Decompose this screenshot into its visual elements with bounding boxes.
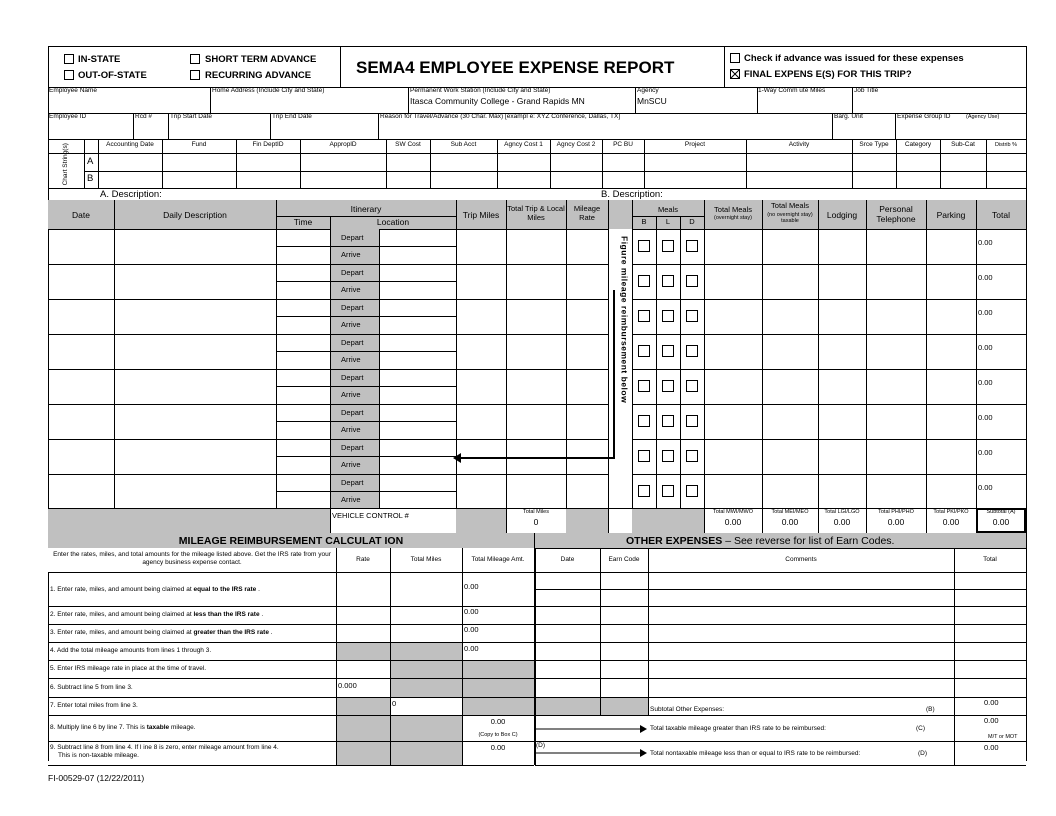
- col-meals-b: B: [641, 217, 647, 226]
- meal-dinner-checkbox[interactable]: [686, 415, 698, 427]
- mileage-intro: Enter the rates, miles, and total amounts for the mileage listed above. Get the IRS rate from your agency business expense contact.: [53, 551, 331, 566]
- col-total-meals-overnight: Total Meals: [714, 205, 752, 214]
- meal-breakfast-checkbox[interactable]: [638, 485, 650, 497]
- footer-total-value: 0.00: [942, 517, 960, 527]
- advance-issued-checkbox[interactable]: [730, 53, 740, 63]
- col-total: Total: [992, 210, 1010, 220]
- col-total-meals-overnight-sub: (overnight stay): [714, 215, 752, 221]
- col-itinerary: Itinerary: [350, 204, 382, 214]
- mileage-val-4: 0.00: [464, 644, 479, 653]
- meal-breakfast-checkbox[interactable]: [638, 275, 650, 287]
- expense-group-label: Expense Group ID: [897, 113, 951, 120]
- final-expense-label: FINAL EXPENS E(S) FOR THIS TRIP?: [744, 69, 912, 80]
- meal-breakfast-checkbox[interactable]: [638, 310, 650, 322]
- meal-dinner-checkbox[interactable]: [686, 485, 698, 497]
- copy-to-box-c: (Copy to Box C): [478, 732, 518, 738]
- mileage-line-6: 6. Subtract line 5 from line 3.: [50, 684, 133, 691]
- col-date: Date: [72, 210, 90, 220]
- col-mileage-rate: Mileage Rate: [573, 204, 601, 222]
- meal-lunch-checkbox[interactable]: [662, 275, 674, 287]
- footer-total-label: Total PHI/PHO: [878, 509, 914, 515]
- col-total-mileage-amt: Total Mileage Amt.: [471, 556, 525, 563]
- row-total: 0.00: [978, 448, 993, 457]
- col-location: Location: [376, 217, 410, 227]
- col-appropid: ApproplD: [329, 141, 357, 148]
- mileage-line-7: 7. Enter total miles from line 3.: [50, 702, 138, 709]
- col-activity: Activity: [788, 141, 810, 148]
- arrive-label: Arrive: [341, 285, 361, 294]
- col-date: Date: [560, 556, 575, 563]
- col-distrib: Distrib %: [994, 142, 1017, 148]
- col-sub-cat: Sub-Cat: [951, 141, 975, 148]
- row-total: 0.00: [978, 308, 993, 317]
- other-expenses-title: OTHER EXPENSES – See reverse for list of Earn Codes.: [626, 535, 895, 547]
- meal-lunch-checkbox[interactable]: [662, 310, 674, 322]
- chart-strings-side-label: Chart String(s): [61, 143, 69, 186]
- meal-dinner-checkbox[interactable]: [686, 240, 698, 252]
- mileage-val-9: 0.00: [490, 743, 506, 752]
- mileage-title: MILEAGE REIMBURSEMENT CALCULAT ION: [178, 535, 404, 547]
- mt-label: M/T or MOT: [988, 734, 1018, 740]
- col-parking: Parking: [936, 210, 966, 220]
- col-meals: Meals: [657, 205, 678, 214]
- perm-station-label: Permanent Work Station (Include City and State): [410, 87, 551, 94]
- col-trip-miles: Trip Miles: [462, 210, 500, 220]
- nontaxable-mileage-label: Total nontaxable mileage less than or equal to IRS rate to be reimbursed:: [650, 750, 861, 757]
- footer-total-label: Subtotal (A): [986, 509, 1016, 515]
- subtotal-a-box: [976, 508, 1026, 533]
- meal-breakfast-checkbox[interactable]: [638, 450, 650, 462]
- arrive-label: Arrive: [341, 425, 361, 434]
- col-time: Time: [293, 217, 313, 227]
- description-a-label: A. Description:: [100, 189, 162, 200]
- row-total: 0.00: [978, 343, 993, 352]
- mileage-line-4: 4. Add the total mileage amounts from lines 1 through 3.: [50, 647, 212, 654]
- col-total-miles: Total Miles: [410, 556, 442, 563]
- mileage-val-7: 0: [392, 699, 397, 708]
- meal-lunch-checkbox[interactable]: [662, 345, 674, 357]
- page-title: SEMA4 EMPLOYEE EXPENSE REPORT: [356, 58, 675, 77]
- row-total: 0.00: [978, 378, 993, 387]
- taxable-mileage-code: (C): [916, 725, 926, 732]
- col-lodging: Lodging: [826, 210, 858, 220]
- mileage-val-2[interactable]: 0.00: [464, 607, 479, 616]
- col-accounting-date: Accounting Date: [106, 141, 154, 148]
- col-project: Project: [684, 141, 706, 148]
- out-of-state-checkbox[interactable]: [64, 70, 74, 80]
- mileage-line-8: 8. Multiply line 6 by line 7. This is taxable mileage.: [50, 724, 196, 731]
- subtotal-other-code: (B): [926, 706, 935, 713]
- advance-issued-label: Check if advance was issued for these expenses: [744, 53, 964, 64]
- description-b-label: B. Description:: [601, 189, 663, 200]
- meal-dinner-checkbox[interactable]: [686, 345, 698, 357]
- reason-label: Reason for Travel/Advance (30 Char. Max) [exampl e: XYZ Conference, Dallas, TX]: [380, 113, 621, 120]
- mileage-line-2: 2. Enter rate, miles, and amount being claimed at less than the IRS rate .: [50, 611, 264, 618]
- footer-total-label: Total LGI/LGO: [824, 509, 860, 515]
- depart-label: Depart: [341, 338, 364, 347]
- col-personal-telephone: Personal Telephone: [876, 204, 916, 224]
- checkmark-x-icon: [731, 70, 739, 78]
- col-total-trip-local: Total Trip & Local Miles: [507, 204, 565, 222]
- arrive-label: Arrive: [341, 390, 361, 399]
- mileage-line-9b: This is non-taxable mileage.: [58, 752, 139, 759]
- mileage-line-3: 3. Enter rate, miles, and amount being claimed at greater than the IRS rate .: [50, 629, 273, 636]
- mileage-val-3[interactable]: 0.00: [464, 625, 479, 634]
- mileage-arrow-icon: [450, 290, 620, 470]
- meal-lunch-checkbox[interactable]: [662, 485, 674, 497]
- mileage-note-vertical: Figure mileage reimbursement below: [619, 236, 630, 404]
- depart-label: Depart: [341, 478, 364, 487]
- meal-lunch-checkbox[interactable]: [662, 240, 674, 252]
- meal-breakfast-checkbox[interactable]: [638, 380, 650, 392]
- trip-end-label: Trip End Date: [272, 113, 312, 120]
- col-sub-acct: Sub Acct: [450, 141, 477, 148]
- col-comments: Comments: [785, 556, 817, 563]
- arrow-right-icon: [536, 748, 648, 758]
- nontaxable-mileage-value: 0.00: [984, 743, 999, 752]
- employee-id-label: Employee ID: [49, 113, 87, 120]
- col-total: Total: [983, 556, 997, 563]
- col-total-meals-noovernight: Total Meals: [771, 201, 809, 210]
- col-agncy-cost-1: Agncy Cost 1: [504, 141, 543, 148]
- arrive-label: Arrive: [341, 355, 361, 364]
- taxable-mileage-label: Total taxable mileage greater than IRS rate to be reimbursed:: [650, 725, 826, 732]
- mileage-val-8: 0.00: [490, 717, 506, 726]
- mileage-line-9: 9. Subtract line 8 from line 4. If l ine 8 is zero, enter mileage amount from line 4.: [50, 744, 279, 751]
- meal-lunch-checkbox[interactable]: [662, 450, 674, 462]
- perm-station-value[interactable]: Itasca Community College - Grand Rapids MN: [410, 96, 585, 106]
- employee-name-label: Employee Name: [49, 87, 98, 94]
- vehicle-control-label: VEHICLE CONTROL #: [332, 511, 409, 520]
- subtotal-other-value: 0.00: [984, 698, 999, 707]
- col-category: Category: [904, 141, 932, 148]
- taxable-mileage-value: 0.00: [984, 716, 999, 725]
- col-fin-deptid: Fin DeptID: [252, 141, 284, 148]
- agency-label: Agency: [637, 87, 659, 94]
- row-total: 0.00: [978, 413, 993, 422]
- row-total: 0.00: [978, 483, 993, 492]
- col-fund: Fund: [191, 141, 207, 148]
- home-address-label: Home Address (Include City and State): [212, 87, 325, 94]
- short-term-advance-checkbox[interactable]: [190, 54, 200, 64]
- agency-use-label: (Agency Use): [966, 114, 1000, 120]
- mileage-val-1[interactable]: 0.00: [464, 582, 479, 591]
- meal-breakfast-checkbox[interactable]: [638, 415, 650, 427]
- trip-start-label: Trip Start Date: [170, 113, 213, 120]
- recurring-advance-label: RECURRING ADVANCE: [205, 70, 312, 81]
- arrive-label: Arrive: [341, 495, 361, 504]
- arrive-label: Arrive: [341, 250, 361, 259]
- recurring-advance-checkbox[interactable]: [190, 70, 200, 80]
- in-state-checkbox[interactable]: [64, 54, 74, 64]
- depart-label: Depart: [341, 268, 364, 277]
- short-term-advance-label: SHORT TERM ADVANCE: [205, 54, 317, 65]
- total-miles-value: 0: [533, 517, 539, 527]
- meal-breakfast-checkbox[interactable]: [638, 240, 650, 252]
- arrow-right-icon: [536, 724, 648, 734]
- footer-total-value: 0.00: [833, 517, 851, 527]
- subtotal-other-label: Subtotal Other Expenses:: [650, 706, 725, 713]
- meal-lunch-checkbox[interactable]: [662, 380, 674, 392]
- depart-label: Depart: [341, 443, 364, 452]
- col-meals-d: D: [689, 217, 695, 226]
- footer-total-value: 0.00: [724, 517, 742, 527]
- meal-dinner-checkbox[interactable]: [686, 380, 698, 392]
- col-rate: Rate: [356, 556, 370, 563]
- mileage-line-1: 1. Enter rate, miles, and amount being claimed at equal to the IRS rate .: [50, 586, 260, 593]
- col-meals-l: L: [665, 217, 671, 226]
- meal-dinner-checkbox[interactable]: [686, 275, 698, 287]
- depart-label: Depart: [341, 233, 364, 242]
- meal-breakfast-checkbox[interactable]: [638, 345, 650, 357]
- arrive-label: Arrive: [341, 320, 361, 329]
- meal-dinner-checkbox[interactable]: [686, 450, 698, 462]
- form-id: FI-00529-07 (12/22/2011): [48, 773, 145, 783]
- footer-total-value: 0.00: [992, 517, 1010, 527]
- meal-dinner-checkbox[interactable]: [686, 310, 698, 322]
- footer-total-value: 0.00: [887, 517, 905, 527]
- mileage-line-5: 5. Enter IRS mileage rate in place at the time of travel.: [50, 665, 207, 672]
- row-total: 0.00: [978, 273, 993, 282]
- commute-miles-label: 1-Way Comm ute Miles: [758, 87, 826, 94]
- footer-total-value: 0.00: [781, 517, 799, 527]
- final-expense-checkbox[interactable]: [730, 69, 740, 79]
- mileage-val-6: 0.000: [338, 681, 357, 690]
- col-daily-description: Daily Description: [163, 210, 227, 220]
- total-miles-label: Total Miles: [523, 509, 549, 515]
- barg-unit-label: Barg. Unit: [834, 113, 863, 120]
- col-total-meals-noovernight-sub: (no overnight stay) taxable: [767, 212, 813, 225]
- col-agncy-cost-2: Agncy Cost 2: [556, 141, 596, 148]
- col-srce-type: Srce Type: [859, 141, 889, 148]
- chart-row-a-label: A: [87, 156, 94, 167]
- job-title-label: Job Title: [854, 87, 879, 94]
- row-total: 0.00: [978, 238, 993, 247]
- depart-label: Depart: [341, 303, 364, 312]
- col-pc-bu: PC BU: [613, 141, 633, 148]
- col-sw-cost: SW Cost: [395, 141, 421, 148]
- agency-value[interactable]: MnSCU: [637, 96, 667, 106]
- depart-label: Depart: [341, 408, 364, 417]
- footer-total-label: Total MWI/MWO: [712, 509, 754, 515]
- footer-total-label: Total MEI/MEO: [771, 509, 809, 515]
- col-earn-code: Earn Code: [608, 556, 640, 563]
- depart-label: Depart: [341, 373, 364, 382]
- in-state-label: IN-STATE: [78, 54, 121, 65]
- footer-total-label: Total PKI/PKO: [933, 509, 969, 515]
- rcd-label: Rcd #: [135, 113, 152, 120]
- chart-row-b-label: B: [87, 173, 94, 184]
- meal-lunch-checkbox[interactable]: [662, 415, 674, 427]
- arrive-label: Arrive: [341, 460, 361, 469]
- out-of-state-label: OUT-OF-STATE: [78, 70, 147, 81]
- d-marker: (D): [536, 742, 546, 749]
- nontaxable-mileage-code: (D): [918, 750, 928, 757]
